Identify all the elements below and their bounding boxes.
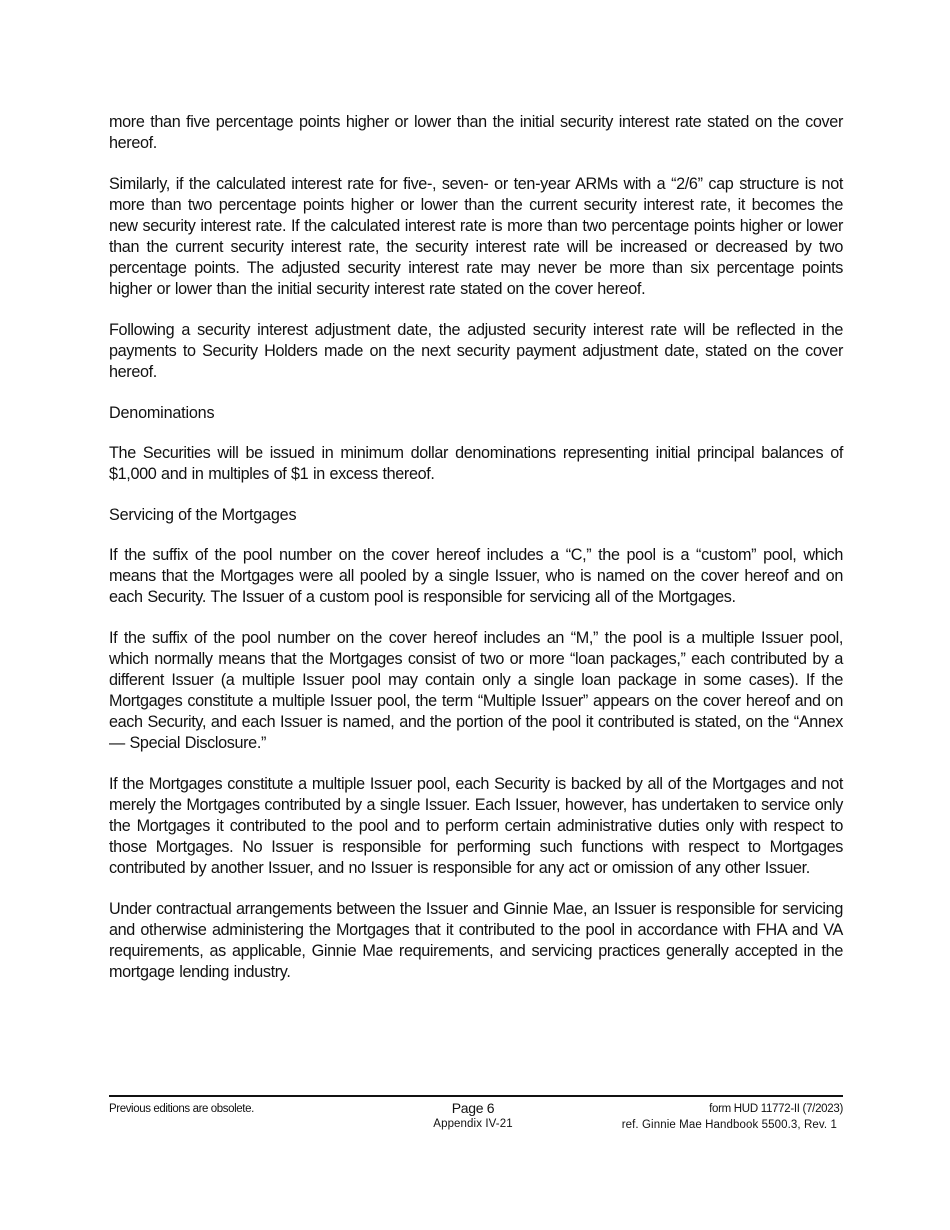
paragraph: The Securities will be issued in minimum dollar denominations representing initial principal balances of $1,000 and in multiples of $1 in excess thereof.: [109, 444, 843, 483]
form-number: form HUD 11772-II (7/2023): [709, 1103, 843, 1115]
paragraph: Under contractual arrangements between the Issuer and Ginnie Mae, an Issuer is responsible for servicing and otherwise administering the Mortgages that it contributed to the pool in accordance with FHA and VA requirements, as applicable, Ginnie Mae requirements, and servicing practices generally accepted in the mortgage lending industry.: [109, 900, 843, 981]
handbook-reference: ref. Ginnie Mae Handbook 5500.3, Rev. 1: [621, 1119, 837, 1131]
document-body: [109, 112, 843, 1003]
page-footer: [109, 1095, 843, 1137]
section-heading-servicing: Servicing of the Mortgages: [109, 506, 297, 524]
paragraph: Following a security interest adjustment date, the adjusted security interest rate will be reflected in the payments to Security Holders made on the next security payment adjustment date, stated on the cover hereof.: [109, 321, 843, 381]
appendix-label: Appendix IV-21: [433, 1118, 513, 1130]
paragraph: If the suffix of the pool number on the cover hereof includes a “C,” the pool is a “custom” pool, which means that the Mortgages were all pooled by a single Issuer, who is named on the cover hereof and on each Security. The Issuer of a custom pool is responsible for servicing all of the Mortgages.: [109, 546, 843, 606]
paragraph: If the Mortgages constitute a multiple Issuer pool, each Security is backed by all of the Mortgages and not merely the Mortgages contributed by a single Issuer. Each Issuer, however, has undertaken to service only the Mortgages it contributed to the pool and to perform certain administrative duties only with respect to those Mortgages. No Issuer is responsible for performing such functions with respect to Mortgages contributed by another Issuer, and no Issuer is responsible for any act or omission of any other Issuer.: [109, 775, 843, 877]
footer-obsolete-notice: Previous editions are obsolete.: [109, 1103, 254, 1115]
paragraph: more than five percentage points higher or lower than the initial security interest rate stated on the cover hereof.: [109, 113, 843, 152]
page-number: Page 6: [451, 1100, 495, 1116]
paragraph: If the suffix of the pool number on the cover hereof includes an “M,” the pool is a multiple Issuer pool, which normally means that the Mortgages consist of two or more “loan packages,” each contributed by a different Issuer (a multiple Issuer pool may contain only a single loan package in some cases). If the Mortgages constitute a multiple Issuer pool, the term “Multiple Issuer” appears on the cover hereof and on each Security, and each Issuer is named, and the portion of the pool it contributed is stated, on the “Annex — Special Disclosure.”: [109, 629, 843, 752]
section-heading-denominations: Denominations: [109, 404, 215, 422]
paragraph: Similarly, if the calculated interest rate for five-, seven- or ten-year ARMs with a “2/6” cap structure is not more than two percentage points higher or lower than the current security interest rate, it becomes the new security interest rate. If the calculated interest rate is more than two percentage points higher or lower than the current security interest rate, the security interest rate will be increased or decreased by two percentage points. The adjusted security interest rate may never be more than six percentage points higher or lower than the initial security interest rate stated on the cover hereof.: [109, 175, 843, 298]
